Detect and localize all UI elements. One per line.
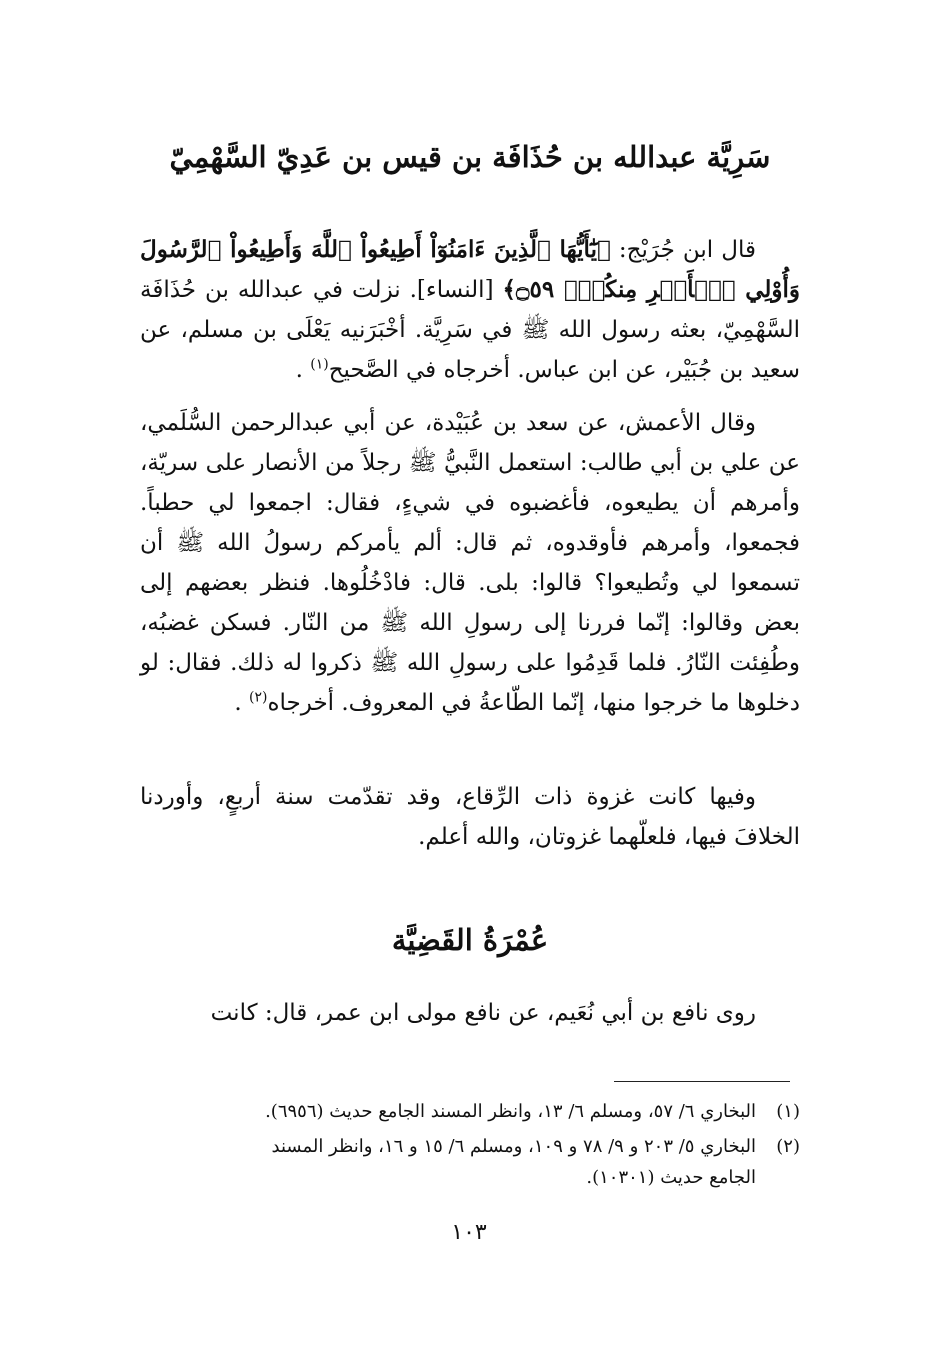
footnote-text: البخاري ٦/ ٥٧، ومسلم ٦/ ١٣، وانظر المسند الجامع حديث (٦٩٥٦). [265, 1101, 756, 1122]
footnote-ref-1: (١) [310, 356, 329, 373]
paragraph-body: وفيها كانت غزوة ذات الرِّقاع، وقد تقدّمت سنة أربعٍ، وأوردنا الخلافَ فيها، فلعلّهما غزوتان، والله أعلم. [140, 784, 800, 850]
footnote-separator [614, 1081, 790, 1082]
quran-verse: ﴿يَٰٓأَيُّهَا ٱلَّذِينَ ءَامَنُوٓاْ أَطِيعُواْ ٱللَّهَ وَأَطِيعُواْ ٱلرَّسُولَ وَأُوْلِي ٱلۡأَمۡرِ مِنكُمۡۖ ۝٥٩﴾ [140, 236, 800, 303]
footnote-2 [140, 1131, 800, 1193]
paragraph-al-amash [140, 403, 800, 723]
paragraph-nafi [140, 993, 800, 1033]
paragraph-tail: . [295, 357, 311, 383]
section-title-umrat-al-qadiyya: عُمْرَةُ القَضِيَّة [391, 923, 549, 957]
footnote-ref-2: (٢) [249, 689, 268, 706]
paragraph-body: [النساء]. نزلت في عبدالله بن حُذَافَة السَّهْمِيّ، بعثه رسول الله ﷺ في سَرِيَّة. أخْبَرَنيه يَعْلَى بن مسلم، عن سعيد بن جُبَيْر، عن ابن عباس. أخرجاه في الصَّحيح [140, 277, 800, 383]
footnote-1 [140, 1096, 800, 1127]
paragraph-body: وقال الأعمش، عن سعد بن عُبَيْدة، عن أبي عبدالرحمن السُّلَمي، عن علي بن أبي طالب: استعمل النَّبيُّ ﷺ رجلاً من الأنصار على سريّة، وأمرهم أن يطيعوه، فأغضبوه في شيءٍ، فقال: اجمعوا لي حطباً. فجمعوا، وأمرهم فأوقدوه، ثم قال: ألم يأمركم رسولُ الله ﷺ أن تسمعوا لي وتُطيعوا؟ قالوا: بلى. قال: فادْخُلُوها. فنظر بعضهم إلى بعض وقالوا: إنّما فررنا إلى رسولِ الله ﷺ من النّار. فسكن غضبُه، وطُفِئت النّارُ. فلما قَدِمُوا على رسولِ الله ﷺ ذكروا له ذلك. فقال: لو دخلوها ما خرجوا منها، إنّما الطّاعةُ في المعروف. أخرجاه [140, 410, 800, 716]
footnote-text: البخاري ٥/ ٢٠٣ و ٩/ ٧٨ و ١٠٩، ومسلم ٦/ ١٥ و ١٦، وانظر المسند [271, 1136, 756, 1157]
paragraph-ibn-jurayj [140, 230, 800, 390]
footnote-number: (٢) [776, 1136, 800, 1157]
page-number: ١٠٣ [451, 1220, 487, 1245]
footnote-continuation: الجامع حديث (١٠٣٠١). [586, 1167, 756, 1188]
paragraph-tail: . [234, 690, 250, 716]
paragraph-dhat-al-riqa [140, 777, 800, 857]
section-title-sariyya: سَرِيَّة عبدالله بن حُذَافَة بن قيس بن عَدِيّ السَّهْمِيّ [169, 140, 771, 174]
footnote-number: (١) [776, 1101, 800, 1122]
paragraph-intro: قال ابن جُرَيْج: [610, 237, 757, 263]
paragraph-body: روى نافع بن أبي نُعَيم، عن نافع مولى ابن عمر، قال: كانت [210, 1000, 756, 1026]
